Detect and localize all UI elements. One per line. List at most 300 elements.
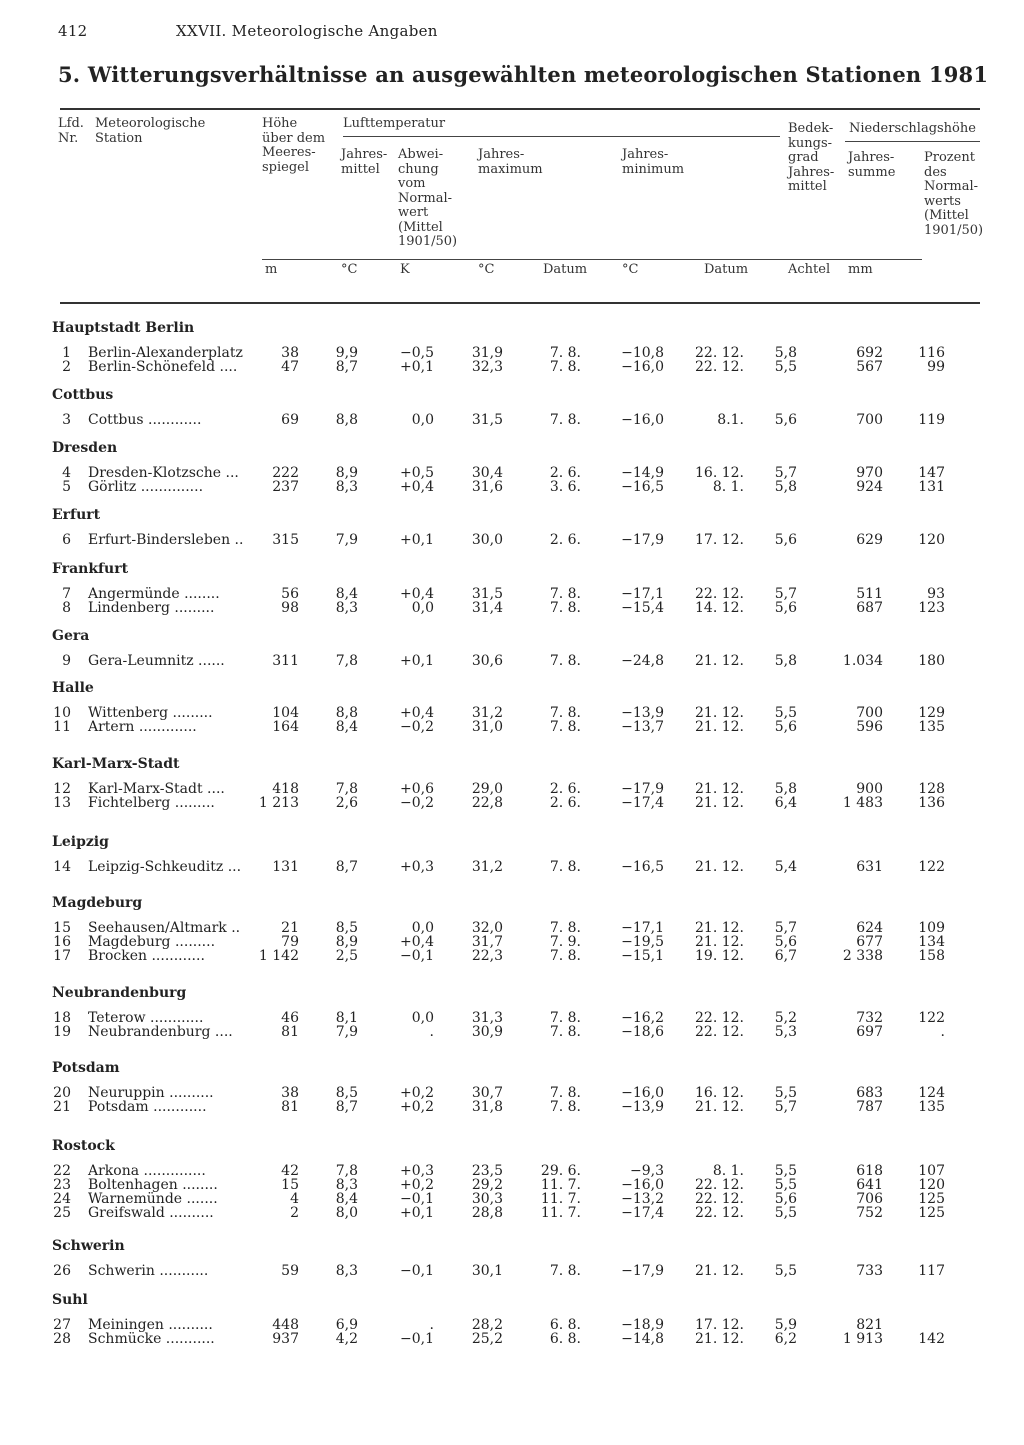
cell-h: 104: [272, 705, 299, 721]
station-number: 23: [53, 1177, 71, 1193]
cell-maxd: 7. 8.: [549, 1099, 581, 1115]
cell-t: 8,5: [335, 920, 358, 936]
cell-b: 5,7: [774, 1099, 797, 1115]
cell-t: 7,9: [335, 532, 358, 548]
cell-t: 8,4: [335, 1191, 358, 1207]
cell-h: 15: [281, 1177, 299, 1193]
cell-p: 116: [918, 345, 945, 361]
cell-maxd: 7. 8.: [549, 1263, 581, 1279]
cell-mind: 22. 12.: [695, 359, 744, 375]
cell-h: 46: [281, 1010, 299, 1026]
region-heading: Frankfurt: [52, 561, 129, 577]
cell-min: −16,0: [621, 412, 664, 428]
cell-b: 6,4: [774, 795, 797, 811]
cell-maxd: 7. 8.: [549, 719, 581, 735]
cell-b: 5,8: [774, 479, 797, 495]
cell-s: 697: [856, 1024, 883, 1040]
cell-max: 22,8: [471, 795, 503, 811]
cell-h: 47: [281, 359, 299, 375]
cell-b: 5,2: [774, 1010, 797, 1026]
cell-t: 2,5: [335, 948, 358, 964]
cell-min: −10,8: [621, 345, 664, 361]
header-station: Meteorologische Station: [95, 116, 206, 146]
cell-maxd: 7. 8.: [549, 600, 581, 616]
station-name: Schmücke ...........: [88, 1331, 215, 1347]
cell-maxd: 2. 6.: [549, 781, 581, 797]
cell-b: 5,4: [774, 859, 797, 875]
cell-t: 8,9: [335, 934, 358, 950]
cell-mind: 21. 12.: [695, 705, 744, 721]
cell-a: 0,0: [411, 920, 434, 936]
station-name: Gera-Leumnitz ......: [88, 653, 225, 669]
header-bedeckungsgrad: Bedek- kungs- grad Jahres- mittel: [788, 121, 835, 194]
region-heading: Hauptstadt Berlin: [52, 320, 195, 336]
running-head: [58, 22, 438, 40]
station-number: 11: [53, 719, 71, 735]
cell-t: 8,7: [335, 1099, 358, 1115]
cell-a: +0,4: [400, 934, 434, 950]
cell-p: .: [940, 1024, 945, 1040]
cell-min: −17,9: [621, 781, 664, 797]
cell-s: 641: [856, 1177, 883, 1193]
cell-t: 8,7: [335, 859, 358, 875]
cell-maxd: 7. 8.: [549, 586, 581, 602]
cell-min: −17,4: [621, 1205, 664, 1221]
station-name: Brocken ............: [88, 948, 205, 964]
cell-t: 8,0: [335, 1205, 358, 1221]
cell-b: 5,5: [774, 1263, 797, 1279]
unit-bedeckung: Achtel: [788, 262, 831, 277]
cell-max: 29,0: [471, 781, 503, 797]
cell-a: +0,2: [400, 1099, 434, 1115]
table-top-rule: [60, 108, 980, 110]
cell-h: 4: [290, 1191, 299, 1207]
cell-a: −0,1: [400, 948, 434, 964]
cell-a: +0,2: [400, 1085, 434, 1101]
cell-s: 683: [856, 1085, 883, 1101]
station-name: Fichtelberg .........: [88, 795, 215, 811]
region-heading: Suhl: [52, 1292, 88, 1308]
cell-a: +0,3: [400, 859, 434, 875]
header-jahresminimum: Jahres- minimum: [622, 147, 685, 177]
cell-p: 93: [927, 586, 945, 602]
station-number: 6: [62, 532, 71, 548]
cell-s: 752: [856, 1205, 883, 1221]
cell-a: +0,1: [400, 359, 434, 375]
cell-min: −13,9: [621, 1099, 664, 1115]
unit-max-datum: Datum: [543, 262, 588, 277]
cell-s: 924: [856, 479, 883, 495]
cell-min: −18,6: [621, 1024, 664, 1040]
station-name: Erfurt-Bindersleben ..: [88, 532, 244, 548]
header-niederschlag-rule: [845, 141, 980, 142]
station-number: 24: [53, 1191, 71, 1207]
cell-mind: 17. 12.: [695, 532, 744, 548]
cell-h: 418: [272, 781, 299, 797]
cell-t: 7,8: [335, 781, 358, 797]
station-number: 15: [53, 920, 71, 936]
cell-max: 32,0: [471, 920, 503, 936]
station-name: Neuruppin ..........: [88, 1085, 214, 1101]
cell-mind: 21. 12.: [695, 1263, 744, 1279]
cell-maxd: 2. 6.: [549, 795, 581, 811]
region-heading: Erfurt: [52, 507, 101, 523]
station-number: 12: [53, 781, 71, 797]
cell-h: 222: [272, 465, 299, 481]
cell-b: 5,8: [774, 653, 797, 669]
cell-a: +0,1: [400, 532, 434, 548]
cell-h: 21: [281, 920, 299, 936]
cell-max: 32,3: [471, 359, 503, 375]
section-title: 5. Witterungsverhältnisse an ausgewählten meteorologischen Stationen 1981: [58, 62, 989, 87]
cell-p: 134: [918, 934, 945, 950]
cell-mind: 22. 12.: [695, 586, 744, 602]
header-lufttemperatur-rule: [343, 136, 780, 137]
cell-mind: 22. 12.: [695, 1024, 744, 1040]
cell-min: −16,0: [621, 1177, 664, 1193]
cell-mind: 21. 12.: [695, 781, 744, 797]
cell-max: 31,0: [471, 719, 503, 735]
cell-h: 38: [281, 345, 299, 361]
cell-a: −0,1: [400, 1331, 434, 1347]
cell-t: 8,1: [335, 1010, 358, 1026]
cell-s: 624: [856, 920, 883, 936]
station-number: 1: [62, 345, 71, 361]
cell-maxd: 7. 8.: [549, 359, 581, 375]
cell-min: −16,5: [621, 479, 664, 495]
station-name: Neubrandenburg ....: [88, 1024, 233, 1040]
cell-maxd: 11. 7.: [540, 1205, 581, 1221]
cell-p: 117: [918, 1263, 945, 1279]
cell-s: 687: [856, 600, 883, 616]
cell-s: 511: [856, 586, 883, 602]
cell-max: 30,1: [471, 1263, 503, 1279]
cell-a: 0,0: [411, 412, 434, 428]
cell-p: 99: [927, 359, 945, 375]
station-number: 4: [62, 465, 71, 481]
cell-t: 8,3: [335, 1263, 358, 1279]
cell-max: 31,2: [471, 859, 503, 875]
cell-s: 1 913: [842, 1331, 883, 1347]
cell-t: 2,6: [335, 795, 358, 811]
unit-abweichung: K: [400, 262, 410, 277]
station-number: 3: [62, 412, 71, 428]
cell-p: 136: [918, 795, 945, 811]
cell-maxd: 7. 8.: [549, 705, 581, 721]
header-hoehe: Höhe über dem Meeres- spiegel: [262, 116, 326, 175]
region-heading: Potsdam: [52, 1060, 120, 1076]
unit-min-datum: Datum: [704, 262, 749, 277]
cell-s: 733: [856, 1263, 883, 1279]
unit-hoehe: m: [265, 262, 278, 277]
cell-b: 5,5: [774, 1177, 797, 1193]
station-name: Angermünde ........: [88, 586, 220, 602]
region-heading: Rostock: [52, 1138, 115, 1154]
cell-h: 1 213: [258, 795, 299, 811]
station-number: 27: [53, 1317, 71, 1333]
cell-min: −18,9: [621, 1317, 664, 1333]
cell-min: −16,0: [621, 1085, 664, 1101]
cell-maxd: 7. 8.: [549, 412, 581, 428]
region-heading: Halle: [52, 680, 94, 696]
cell-a: +0,1: [400, 653, 434, 669]
cell-a: .: [429, 1317, 434, 1333]
header-niederschlagshoehe: Niederschlagshöhe: [849, 121, 976, 136]
cell-max: 30,4: [471, 465, 503, 481]
cell-t: 7,9: [335, 1024, 358, 1040]
region-heading: Cottbus: [52, 387, 114, 403]
cell-maxd: 7. 8.: [549, 859, 581, 875]
station-number: 13: [53, 795, 71, 811]
unit-minimum: °C: [622, 262, 639, 277]
cell-min: −14,8: [621, 1331, 664, 1347]
cell-a: 0,0: [411, 1010, 434, 1026]
cell-maxd: 29. 6.: [540, 1163, 581, 1179]
cell-s: 706: [856, 1191, 883, 1207]
cell-s: 970: [856, 465, 883, 481]
cell-mind: 21. 12.: [695, 1099, 744, 1115]
cell-t: 7,8: [335, 1163, 358, 1179]
cell-s: 629: [856, 532, 883, 548]
cell-b: 5,6: [774, 600, 797, 616]
cell-min: −24,8: [621, 653, 664, 669]
cell-p: 125: [918, 1205, 945, 1221]
cell-h: 59: [281, 1263, 299, 1279]
cell-a: +0,2: [400, 1177, 434, 1193]
cell-p: 142: [918, 1331, 945, 1347]
header-lufttemperatur: Lufttemperatur: [343, 116, 446, 131]
cell-s: 700: [856, 705, 883, 721]
cell-max: 28,8: [471, 1205, 503, 1221]
cell-s: 2 338: [842, 948, 883, 964]
station-number: 8: [62, 600, 71, 616]
station-number: 22: [53, 1163, 71, 1179]
cell-t: 8,3: [335, 479, 358, 495]
cell-t: 8,5: [335, 1085, 358, 1101]
cell-p: 135: [918, 719, 945, 735]
cell-s: 700: [856, 412, 883, 428]
cell-a: +0,6: [400, 781, 434, 797]
cell-t: 8,7: [335, 359, 358, 375]
cell-max: 23,5: [471, 1163, 503, 1179]
cell-p: 158: [918, 948, 945, 964]
units-rule: [262, 259, 922, 260]
cell-h: 311: [272, 653, 299, 669]
cell-max: 30,6: [471, 653, 503, 669]
cell-mind: 22. 12.: [695, 1010, 744, 1026]
cell-max: 28,2: [471, 1317, 503, 1333]
station-name: Berlin-Alexanderplatz: [88, 345, 243, 361]
cell-max: 31,4: [471, 600, 503, 616]
cell-a: +0,5: [400, 465, 434, 481]
cell-t: 8,9: [335, 465, 358, 481]
station-name: Dresden-Klotzsche ...: [88, 465, 239, 481]
region-heading: Dresden: [52, 440, 118, 456]
region-heading: Neubrandenburg: [52, 985, 187, 1001]
station-number: 25: [53, 1205, 71, 1221]
cell-s: 631: [856, 859, 883, 875]
station-number: 9: [62, 653, 71, 669]
cell-max: 30,9: [471, 1024, 503, 1040]
cell-p: 122: [918, 1010, 945, 1026]
cell-p: 128: [918, 781, 945, 797]
cell-t: 8,3: [335, 600, 358, 616]
cell-min: −16,0: [621, 359, 664, 375]
cell-max: 31,5: [471, 412, 503, 428]
chapter-title: XXVII. Meteorologische Angaben: [176, 22, 438, 40]
cell-b: 5,5: [774, 1163, 797, 1179]
cell-b: 5,6: [774, 1191, 797, 1207]
cell-min: −15,4: [621, 600, 664, 616]
cell-a: +0,4: [400, 479, 434, 495]
cell-a: +0,3: [400, 1163, 434, 1179]
station-name: Meiningen ..........: [88, 1317, 213, 1333]
cell-max: 31,6: [471, 479, 503, 495]
station-number: 19: [53, 1024, 71, 1040]
cell-s: 596: [856, 719, 883, 735]
station-name: Teterow ............: [88, 1010, 204, 1026]
cell-b: 5,8: [774, 781, 797, 797]
cell-p: 131: [918, 479, 945, 495]
unit-mittel: °C: [341, 262, 358, 277]
cell-b: 5,6: [774, 412, 797, 428]
cell-max: 30,3: [471, 1191, 503, 1207]
cell-b: 5,5: [774, 1205, 797, 1221]
cell-h: 1 142: [258, 948, 299, 964]
cell-mind: 22. 12.: [695, 345, 744, 361]
cell-a: −0,2: [400, 795, 434, 811]
cell-p: 122: [918, 859, 945, 875]
cell-p: 147: [918, 465, 945, 481]
header-jahresmaximum: Jahres- maximum: [478, 147, 543, 177]
cell-p: 123: [918, 600, 945, 616]
cell-b: 5,5: [774, 1085, 797, 1101]
station-name: Seehausen/Altmark ..: [88, 920, 241, 936]
unit-maximum: °C: [478, 262, 495, 277]
cell-mind: 16. 12.: [695, 465, 744, 481]
cell-a: −0,1: [400, 1191, 434, 1207]
cell-maxd: 2. 6.: [549, 465, 581, 481]
cell-p: 109: [918, 920, 945, 936]
station-name: Artern .............: [88, 719, 197, 735]
cell-p: 135: [918, 1099, 945, 1115]
station-number: 10: [53, 705, 71, 721]
unit-niederschlag: mm: [848, 262, 873, 277]
cell-h: 38: [281, 1085, 299, 1101]
cell-mind: 8.1.: [717, 412, 744, 428]
cell-s: 1.034: [842, 653, 883, 669]
header-lfd-nr: Lfd. Nr.: [58, 116, 84, 146]
cell-mind: 22. 12.: [695, 1177, 744, 1193]
cell-min: −16,5: [621, 859, 664, 875]
region-heading: Gera: [52, 628, 90, 644]
cell-mind: 21. 12.: [695, 719, 744, 735]
cell-mind: 8. 1.: [712, 1163, 744, 1179]
cell-a: +0,4: [400, 586, 434, 602]
station-number: 28: [53, 1331, 71, 1347]
station-number: 2: [62, 359, 71, 375]
cell-max: 22,3: [471, 948, 503, 964]
cell-a: +0,4: [400, 705, 434, 721]
cell-s: 567: [856, 359, 883, 375]
region-heading: Leipzig: [52, 834, 109, 850]
cell-h: 98: [281, 600, 299, 616]
cell-h: 81: [281, 1099, 299, 1115]
cell-min: −13,7: [621, 719, 664, 735]
cell-mind: 19. 12.: [695, 948, 744, 964]
cell-b: 5,6: [774, 719, 797, 735]
header-jahresmittel: Jahres- mittel: [341, 147, 388, 177]
cell-h: 81: [281, 1024, 299, 1040]
station-name: Schwerin ...........: [88, 1263, 209, 1279]
cell-maxd: 2. 6.: [549, 532, 581, 548]
cell-b: 5,7: [774, 465, 797, 481]
cell-b: 5,9: [774, 1317, 797, 1333]
region-heading: Karl-Marx-Stadt: [52, 756, 180, 772]
cell-max: 30,0: [471, 532, 503, 548]
station-number: 18: [53, 1010, 71, 1026]
cell-b: 6,2: [774, 1331, 797, 1347]
cell-h: 56: [281, 586, 299, 602]
station-name: Berlin-Schönefeld ....: [88, 359, 238, 375]
cell-maxd: 7. 8.: [549, 653, 581, 669]
cell-min: −9,3: [630, 1163, 664, 1179]
header-prozent: Prozent des Normal- werts (Mittel 1901/50): [924, 150, 984, 238]
station-number: 16: [53, 934, 71, 950]
cell-b: 6,7: [774, 948, 797, 964]
cell-mind: 8. 1.: [712, 479, 744, 495]
cell-t: 4,2: [335, 1331, 358, 1347]
station-number: 26: [53, 1263, 71, 1279]
cell-min: −13,9: [621, 705, 664, 721]
station-number: 14: [53, 859, 71, 875]
station-name: Wittenberg .........: [88, 705, 213, 721]
cell-mind: 21. 12.: [695, 795, 744, 811]
cell-maxd: 11. 7.: [540, 1191, 581, 1207]
cell-h: 164: [272, 719, 299, 735]
station-name: Karl-Marx-Stadt ....: [88, 781, 225, 797]
cell-a: 0,0: [411, 600, 434, 616]
cell-t: 8,3: [335, 1177, 358, 1193]
cell-maxd: 7. 9.: [549, 934, 581, 950]
cell-s: 900: [856, 781, 883, 797]
cell-min: −15,1: [621, 948, 664, 964]
cell-t: 8,8: [335, 412, 358, 428]
cell-maxd: 7. 8.: [549, 1010, 581, 1026]
cell-s: 618: [856, 1163, 883, 1179]
station-name: Magdeburg .........: [88, 934, 216, 950]
cell-min: −16,2: [621, 1010, 664, 1026]
cell-max: 31,3: [471, 1010, 503, 1026]
station-name: Greifswald ..........: [88, 1205, 214, 1221]
cell-t: 8,4: [335, 719, 358, 735]
cell-h: 79: [281, 934, 299, 950]
cell-max: 31,9: [471, 345, 503, 361]
cell-mind: 14. 12.: [695, 600, 744, 616]
page-number: 412: [58, 22, 88, 40]
cell-h: 2: [290, 1205, 299, 1221]
cell-b: 5,5: [774, 705, 797, 721]
cell-min: −17,1: [621, 586, 664, 602]
cell-min: −17,4: [621, 795, 664, 811]
cell-p: 180: [918, 653, 945, 669]
cell-max: 31,2: [471, 705, 503, 721]
cell-t: 8,4: [335, 586, 358, 602]
cell-min: −14,9: [621, 465, 664, 481]
cell-t: 7,8: [335, 653, 358, 669]
cell-b: 5,7: [774, 920, 797, 936]
cell-b: 5,6: [774, 532, 797, 548]
